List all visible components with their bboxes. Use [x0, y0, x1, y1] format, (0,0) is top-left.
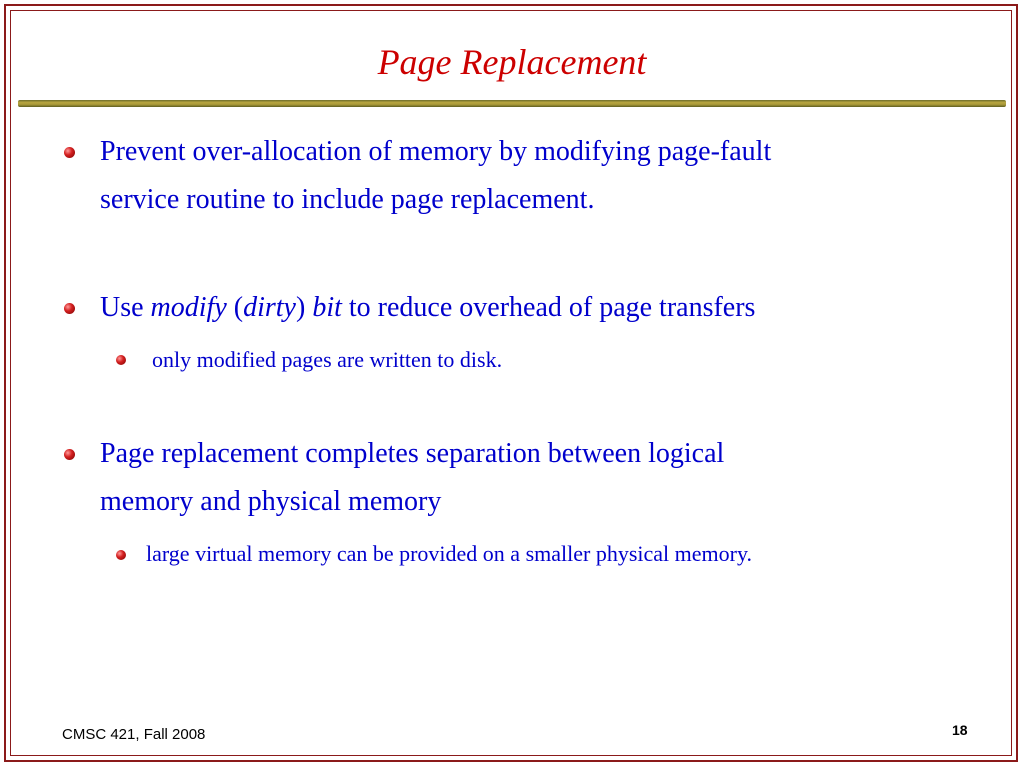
bullet-icon: [64, 147, 75, 158]
bullet-2-part-4: dirty: [243, 292, 296, 323]
bullet-icon: [64, 303, 75, 314]
title-divider: [18, 100, 1006, 107]
bullet-icon: [64, 449, 75, 460]
bullet-2-part-1: Use: [100, 292, 151, 323]
slide-title: Page Replacement: [377, 42, 647, 82]
bullet-2-part-5: ): [295, 292, 313, 323]
bullet-1-line-1: Prevent over-allocation of memory by modifying page-fault: [100, 136, 772, 167]
bullet-2-part-6: bit: [312, 292, 342, 323]
bullet-2-sub-1: only modified pages are written to disk.: [152, 347, 503, 372]
slide-border-inner: [10, 10, 1012, 756]
bullet-3-line-1: Page replacement completes separation between logical: [100, 438, 725, 469]
bullet-2-part-2: modify: [150, 292, 227, 323]
footer-course: CMSC 421, Fall 2008: [62, 726, 206, 743]
bullet-3-line-2: memory and physical memory: [100, 486, 442, 517]
sub-bullet-icon: [116, 550, 126, 560]
bullet-2-text: [100, 284, 755, 332]
bullet-2-part-7: to reduce overhead of page transfers: [341, 292, 756, 323]
page-number: 18: [952, 722, 968, 738]
sub-bullet-icon: [116, 355, 126, 365]
bullet-3-sub-1: large virtual memory can be provided on a smaller physical memory.: [146, 541, 753, 566]
bullet-2-part-3: (: [226, 292, 244, 323]
bullet-1-line-2: service routine to include page replacement.: [100, 184, 595, 215]
